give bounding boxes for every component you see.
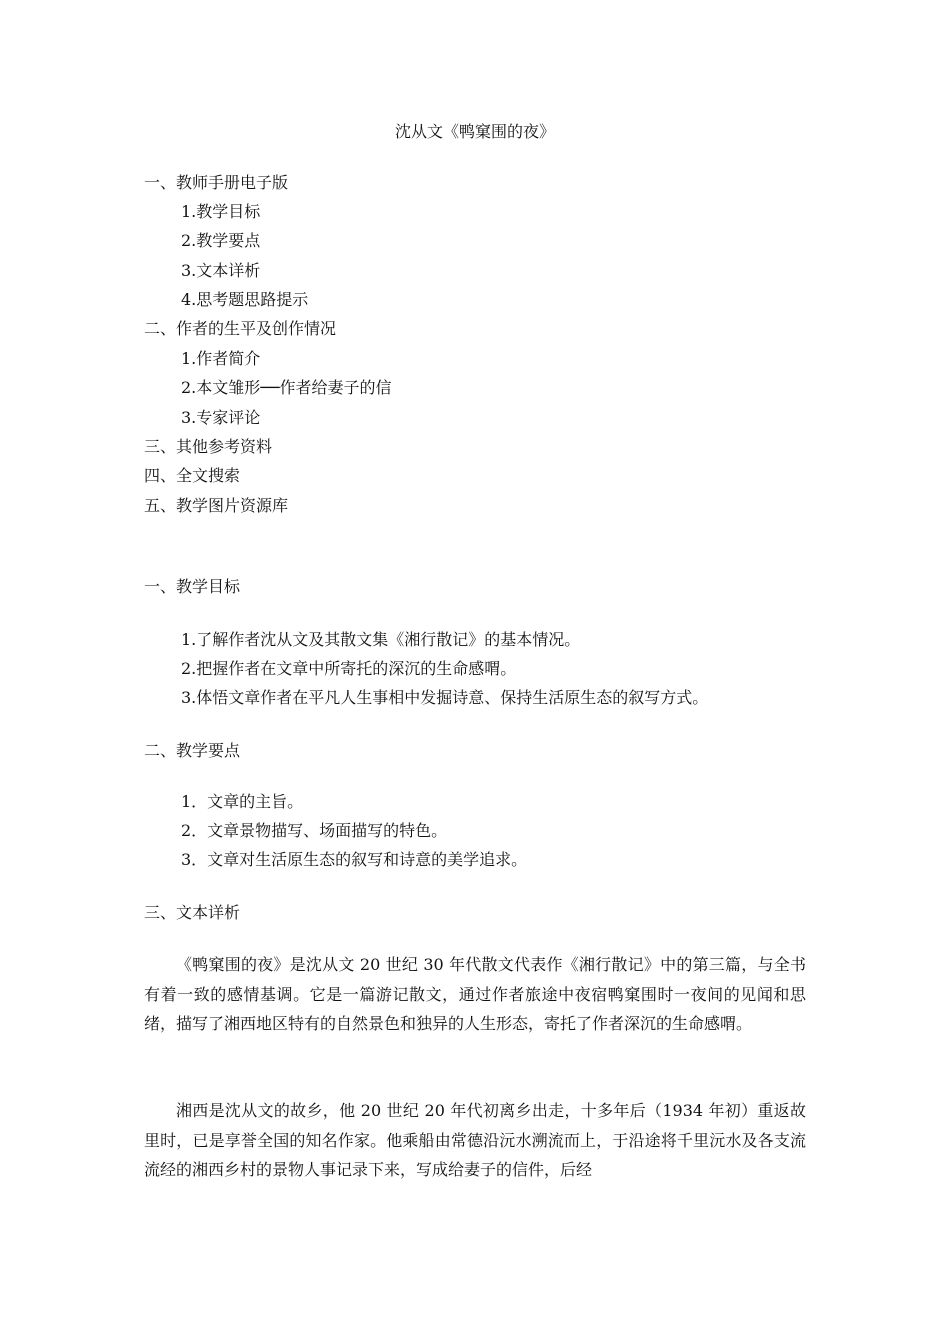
goals-heading: 一、教学目标 <box>144 577 241 596</box>
analysis-paragraph: 湘西是沈从文的故乡，他 20 世纪 20 年代初离乡出走，十多年后（1934 年初）重返故里时，已是享誉全国的知名作家。他乘船由常德沿沅水溯流而上，于沿途将千里沅水及各支流流经的湘西乡村的景物人事记录下来，写成给妻子的信件，后经 <box>144 1101 806 1179</box>
toc-item-1-1: 1.教学目标 <box>181 202 261 221</box>
toc-section-2: 二、作者的生平及创作情况 <box>144 319 337 338</box>
toc-item-2-1: 1.作者简介 <box>181 349 261 368</box>
goals-item: 1.了解作者沈从文及其散文集《湘行散记》的基本情况。 <box>181 630 581 649</box>
toc-item-2-3: 3.专家评论 <box>181 408 261 427</box>
analysis-heading: 三、文本详析 <box>144 903 241 922</box>
points-heading: 二、教学要点 <box>144 741 241 760</box>
toc-item-1-4: 4.思考题思路提示 <box>181 290 309 309</box>
toc-item-1-2: 2.教学要点 <box>181 231 261 250</box>
toc-section-4: 四、全文搜索 <box>144 466 241 485</box>
toc-item-1-3: 3.文本详析 <box>181 261 261 280</box>
goals-item: 2.把握作者在文章中所寄托的深沉的生命感喟。 <box>181 659 517 678</box>
points-item: 1．文章的主旨。 <box>181 792 304 811</box>
analysis-paragraph: 《鸭窠围的夜》是沈从文 20 世纪 30 年代散文代表作《湘行散记》中的第三篇，与全书有着一致的感情基调。它是一篇游记散文，通过作者旅途中夜宿鸭窠围时一夜间的见闻和思绪，描写了湘西地区特有的自然景色和独异的人生形态，寄托了作者深沉的生命感喟。 <box>144 955 806 1033</box>
points-item: 3．文章对生活原生态的叙写和诗意的美学追求。 <box>181 850 528 869</box>
toc-section-5: 五、教学图片资源库 <box>144 496 289 515</box>
toc-section-3: 三、其他参考资料 <box>144 437 273 456</box>
points-item: 2．文章景物描写、场面描写的特色。 <box>181 821 448 840</box>
goals-item: 3.体悟文章作者在平凡人生事相中发掘诗意、保持生活原生态的叙写方式。 <box>181 688 709 707</box>
toc-section-1: 一、教师手册电子版 <box>144 173 289 192</box>
toc-item-2-2: 2.本文雏形──作者给妻子的信 <box>181 378 392 397</box>
document-title: 沈从文《鸭窠围的夜》 <box>394 122 555 141</box>
